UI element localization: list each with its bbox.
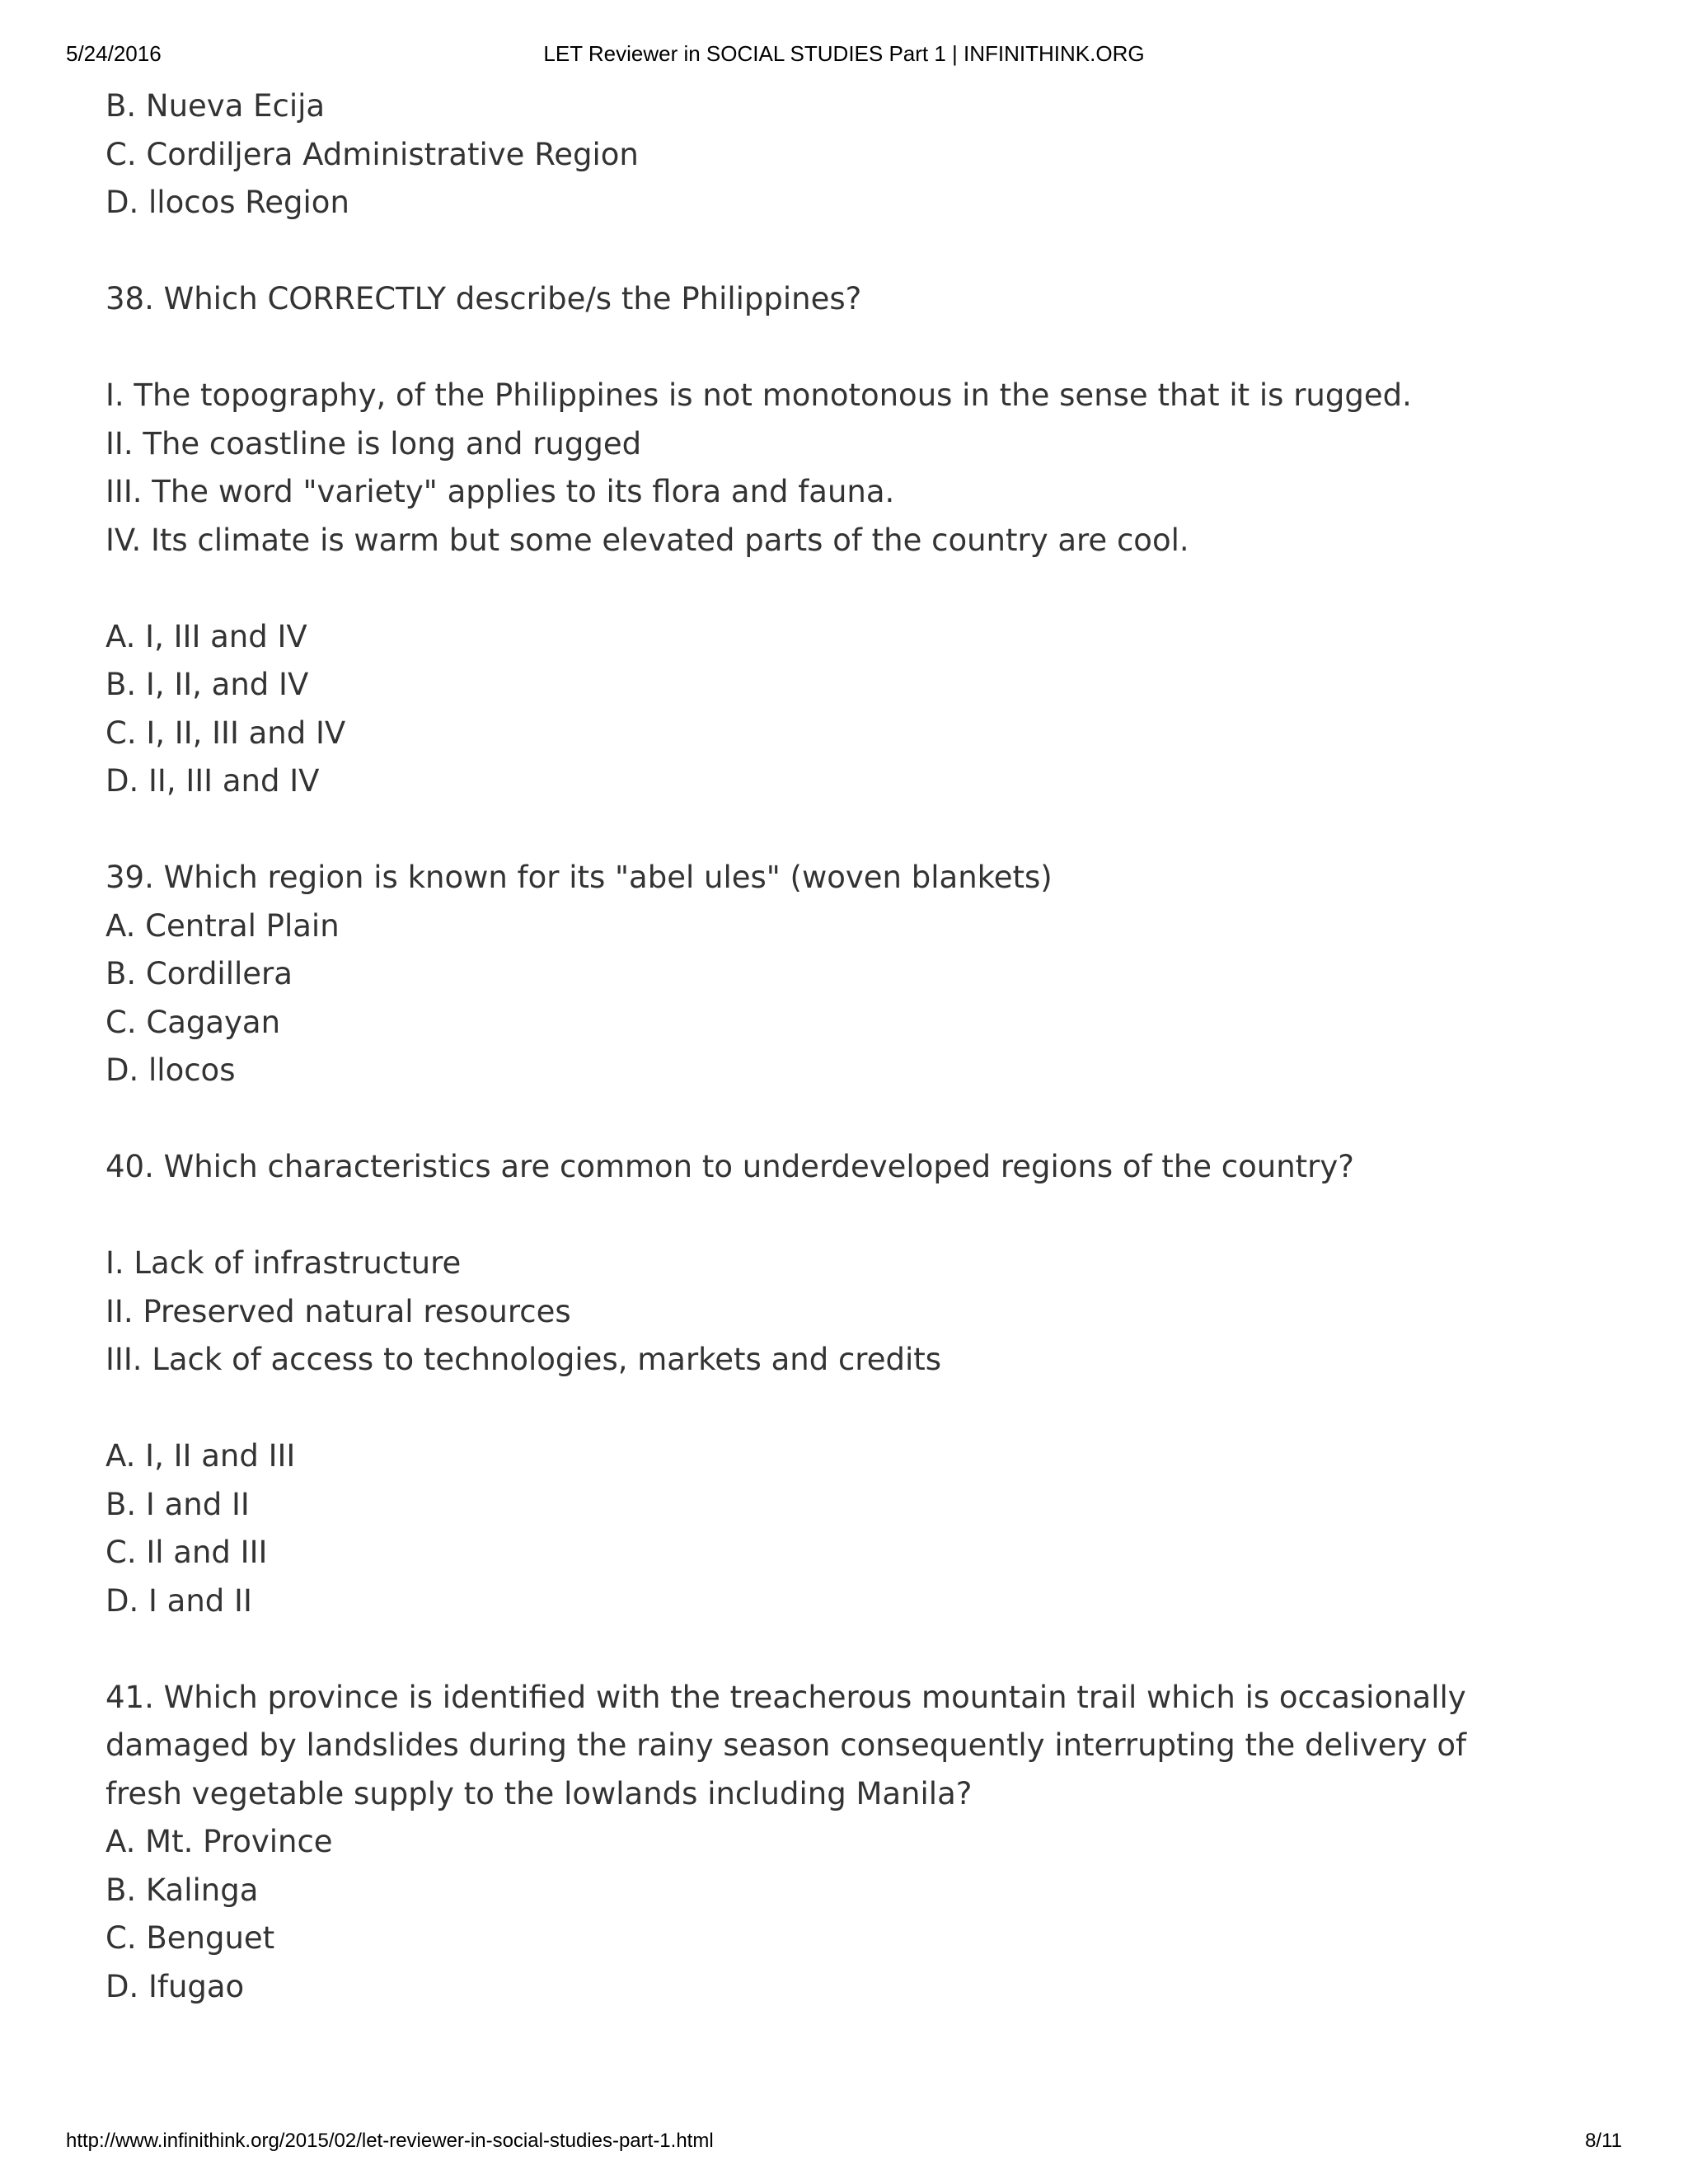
question-text-line: 41. Which province is identified with the treacherous mountain trail which is occasionally (106, 1679, 1466, 1715)
previous-question-options (106, 82, 1606, 227)
question-38 (106, 275, 1606, 324)
statement-line: II. Preserved natural resources (106, 1293, 571, 1329)
option-line: D. II, III and IV (106, 763, 320, 799)
question-40-options (106, 1432, 1606, 1625)
page-number: 8/11 (1585, 2130, 1622, 2152)
question-text-line: damaged by landslides during the rainy season consequently interrupting the delivery of (106, 1727, 1466, 1763)
print-date: 5/24/2016 (66, 41, 162, 66)
statement-line: III. The word "variety" applies to its flora and fauna. (106, 474, 895, 509)
question-41 (106, 1674, 1606, 2012)
print-header (0, 0, 1688, 74)
question-38-statements (106, 372, 1606, 565)
option-line: A. Central Plain (106, 907, 340, 944)
option-line: D. Ifugao (106, 1968, 245, 2004)
question-40-statements (106, 1240, 1606, 1385)
option-line: C. Il and III (106, 1535, 268, 1570)
option-line: C. Cagayan (106, 1004, 281, 1040)
option-line: D. llocos Region (106, 185, 349, 220)
question-39 (106, 854, 1606, 1095)
question-38-options (106, 613, 1606, 806)
question-text: 40. Which characteristics are common to underdeveloped regions of the country? (106, 1149, 1354, 1184)
option-line: B. I, II, and IV (106, 667, 309, 702)
option-line: B. Kalinga (106, 1872, 259, 1908)
option-line: B. Nueva Ecija (106, 88, 326, 124)
statement-line: III. Lack of access to technologies, markets and credits (106, 1342, 942, 1377)
question-text: 38. Which CORRECTLY describe/s the Philippines? (106, 281, 862, 316)
option-line: B. Cordillera (106, 956, 293, 991)
article-content (106, 82, 1606, 2011)
print-footer (0, 2118, 1688, 2184)
option-line: C. Benguet (106, 1920, 275, 1956)
option-line: A. Mt. Province (106, 1824, 333, 1859)
statement-line: II. The coastline is long and rugged (106, 425, 642, 462)
question-40 (106, 1143, 1606, 1192)
question-text: 39. Which region is known for its "abel ules" (woven blankets) (106, 860, 1053, 895)
page-title: LET Reviewer in SOCIAL STUDIES Part 1 | INFINITHINK.ORG (543, 41, 1145, 66)
option-line: A. I, II and III (106, 1438, 296, 1474)
statement-line: I. Lack of infrastructure (106, 1245, 462, 1281)
option-line: A. I, III and IV (106, 618, 307, 654)
option-line: C. I, II, III and IV (106, 715, 346, 751)
page-url: http://www.infinithink.org/2015/02/let-reviewer-in-social-studies-part-1.html (66, 2130, 714, 2152)
option-line: D. llocos (106, 1052, 236, 1088)
option-line: C. Cordiljera Administrative Region (106, 136, 639, 172)
option-line: D. I and II (106, 1582, 252, 1619)
statement-line: IV. Its climate is warm but some elevated parts of the country are cool. (106, 522, 1189, 558)
option-line: B. I and II (106, 1486, 250, 1522)
question-text-line: fresh vegetable supply to the lowlands including Manila? (106, 1775, 973, 1811)
statement-line: I. The topography, of the Philippines is not monotonous in the sense that it is rugged. (106, 377, 1412, 413)
